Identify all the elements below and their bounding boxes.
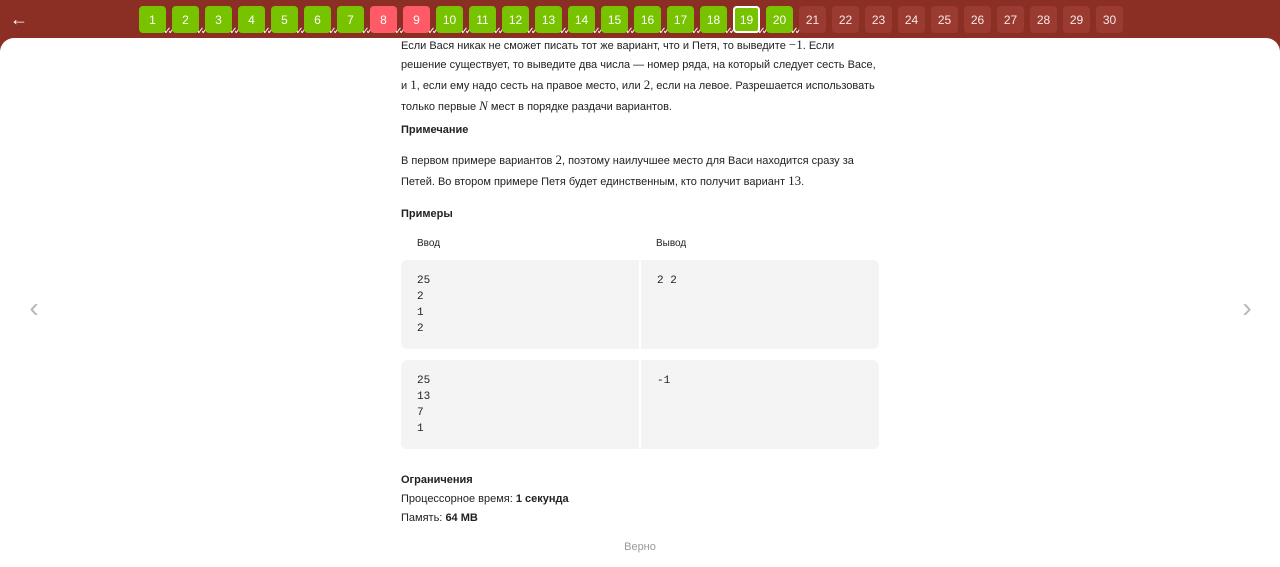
- time-limit-value: 1 секунда: [515, 493, 569, 505]
- problem-tab-label: 13: [541, 12, 556, 27]
- problem-tab-6[interactable]: [304, 6, 337, 37]
- double-check-icon: ✓✓: [196, 26, 205, 37]
- chevron-left-icon: ‹: [29, 292, 39, 323]
- problem-tab-4[interactable]: [238, 6, 271, 37]
- time-limit-label: Процессорное время:: [401, 493, 516, 505]
- problem-tab-label: 22: [838, 12, 853, 27]
- problem-tab-label: 12: [508, 12, 523, 27]
- math: 2: [555, 152, 562, 167]
- problem-tab-label: 5: [281, 12, 288, 27]
- problem-tab-19[interactable]: [733, 6, 766, 37]
- double-check-icon: ✓✓: [361, 26, 370, 37]
- memory-limit: [401, 509, 478, 528]
- problem-tab-27[interactable]: [997, 6, 1024, 33]
- example-input[interactable]: 25 13 7 1: [401, 360, 639, 449]
- double-check-icon: ✓✓: [460, 26, 469, 37]
- problem-tab-15[interactable]: [601, 6, 634, 37]
- example-input[interactable]: 25 2 1 2: [401, 260, 639, 349]
- problem-tab-label: 25: [937, 12, 952, 27]
- example-row: [401, 260, 879, 349]
- problem-tab-23[interactable]: [865, 6, 892, 33]
- problem-tab-label: 8: [380, 12, 387, 27]
- double-check-icon: ✓✓: [229, 26, 238, 37]
- column-header-output: Вывод: [656, 238, 687, 249]
- problem-tab-label: 17: [673, 12, 688, 27]
- text: . Если решение существует, то выведите два числа — номер ряда, на который следует сесть Васе, и: [401, 40, 876, 92]
- problem-tab-21[interactable]: [799, 6, 826, 33]
- problem-tab-11[interactable]: [469, 6, 502, 37]
- problem-tab-label: 1: [149, 12, 156, 27]
- double-check-icon: ✓✓: [592, 26, 601, 37]
- double-check-icon: ✓✓: [493, 26, 502, 37]
- problem-tab-29[interactable]: [1063, 6, 1090, 33]
- problem-tab-label: 9: [413, 12, 420, 27]
- math: 2: [643, 77, 651, 92]
- example-output[interactable]: -1: [641, 360, 879, 449]
- problem-tab-12[interactable]: [502, 6, 535, 37]
- problem-tab-label: 4: [248, 12, 255, 27]
- problem-tab-label: 11: [476, 12, 489, 27]
- problem-tab-26[interactable]: [964, 6, 991, 33]
- problem-tab-label: 30: [1102, 12, 1117, 27]
- problem-tab-label: 16: [640, 12, 655, 27]
- double-check-icon: ✓✓: [790, 26, 799, 37]
- math: N: [479, 98, 488, 113]
- example-output[interactable]: 2 2: [641, 260, 879, 349]
- double-check-icon: ✓✓: [295, 26, 304, 37]
- problem-tab-label: 23: [871, 12, 886, 27]
- problem-tab-2[interactable]: [172, 6, 205, 37]
- double-check-icon: ✓✓: [559, 26, 568, 37]
- next-problem-button[interactable]: [1235, 293, 1259, 323]
- text: , если на левое. Разрешается использовать только первые: [401, 80, 875, 113]
- problem-tab-22[interactable]: [832, 6, 859, 33]
- problem-tab-20[interactable]: [766, 6, 799, 37]
- limits-title: Ограничения: [401, 474, 473, 486]
- math: −1: [788, 37, 803, 52]
- text: мест в порядке раздачи вариантов.: [487, 101, 672, 113]
- double-check-icon: ✓✓: [163, 26, 172, 37]
- problem-tab-label: 24: [904, 12, 919, 27]
- examples-title: Примеры: [401, 208, 453, 220]
- problem-tab-18[interactable]: [700, 6, 733, 37]
- double-check-icon: ✓✓: [625, 26, 634, 37]
- problem-tab-label: 7: [347, 12, 354, 27]
- problem-tab-30[interactable]: [1096, 6, 1123, 33]
- example-row: [401, 360, 879, 449]
- problem-tab-label: 10: [442, 12, 457, 27]
- output-description: [401, 35, 881, 117]
- problem-tab-label: 3: [215, 12, 222, 27]
- double-check-icon: ✓✓: [658, 26, 667, 37]
- math: 13: [788, 173, 802, 188]
- problem-tab-14[interactable]: [568, 6, 601, 37]
- text: , поэтому наилучшее место для Васи находится сразу за Петей. Во втором примере Петя будет единственным, кто получит вариант: [401, 155, 854, 188]
- text: , если ему надо сесть на правое место, или: [416, 80, 644, 92]
- double-check-icon: ✓✓: [427, 26, 436, 37]
- problem-tab-label: 26: [970, 12, 985, 27]
- column-header-input: Ввод: [417, 238, 441, 249]
- note-title: Примечание: [401, 124, 469, 136]
- problem-tab-label: 29: [1069, 12, 1084, 27]
- double-check-icon: ✓✓: [394, 26, 403, 37]
- problem-tab-label: 6: [314, 12, 321, 27]
- text: Если Вася никак не сможет писать тот же вариант, что и Петя, то выведите: [401, 40, 789, 52]
- double-check-icon: ✓✓: [691, 26, 700, 37]
- double-check-icon: ✓✓: [526, 26, 535, 37]
- problem-tab-28[interactable]: [1030, 6, 1057, 33]
- problem-tab-24[interactable]: [898, 6, 925, 33]
- examples-header: [417, 234, 877, 253]
- problem-tab-label: 21: [805, 12, 820, 27]
- top-bar: [0, 0, 1280, 38]
- arrow-left-icon: ←: [10, 8, 28, 29]
- prev-problem-button[interactable]: [22, 293, 46, 323]
- text: .: [801, 176, 805, 188]
- verdict-status: Верно: [624, 541, 656, 553]
- note-text: [401, 150, 881, 192]
- problem-tab-label: 2: [182, 12, 189, 27]
- double-check-icon: ✓✓: [262, 26, 271, 37]
- problem-tab-13[interactable]: [535, 6, 568, 37]
- problem-tab-label: 15: [607, 12, 622, 27]
- problem-tab-label: 27: [1003, 12, 1018, 27]
- problem-tab-label: 19: [739, 12, 754, 27]
- problem-tab-label: 18: [706, 12, 721, 27]
- double-check-icon: ✓✓: [757, 26, 766, 37]
- double-check-icon: ✓✓: [724, 26, 733, 37]
- problem-tab-10[interactable]: [436, 6, 469, 37]
- problem-nav: [139, 6, 1123, 37]
- problem-tab-label: 14: [574, 12, 589, 27]
- math: 1: [410, 77, 417, 92]
- back-button[interactable]: [6, 6, 32, 32]
- problem-tab-25[interactable]: [931, 6, 958, 33]
- problem-tab-5[interactable]: [271, 6, 304, 37]
- memory-limit-value: 64 MB: [445, 512, 478, 524]
- problem-tab-1[interactable]: [139, 6, 172, 37]
- problem-tab-3[interactable]: [205, 6, 238, 37]
- time-limit: [401, 490, 569, 509]
- problem-tab-9[interactable]: [403, 6, 436, 37]
- double-check-icon: ✓✓: [328, 26, 337, 37]
- problem-tab-label: 28: [1036, 12, 1051, 27]
- text: В первом примере вариантов: [401, 155, 556, 167]
- content-panel: [0, 38, 1280, 567]
- memory-limit-label: Память:: [401, 512, 446, 524]
- problem-tab-17[interactable]: [667, 6, 700, 37]
- problem-tab-16[interactable]: [634, 6, 667, 37]
- problem-tab-7[interactable]: [337, 6, 370, 37]
- problem-tab-8[interactable]: [370, 6, 403, 37]
- chevron-right-icon: ›: [1242, 292, 1252, 323]
- problem-tab-label: 20: [772, 12, 787, 27]
